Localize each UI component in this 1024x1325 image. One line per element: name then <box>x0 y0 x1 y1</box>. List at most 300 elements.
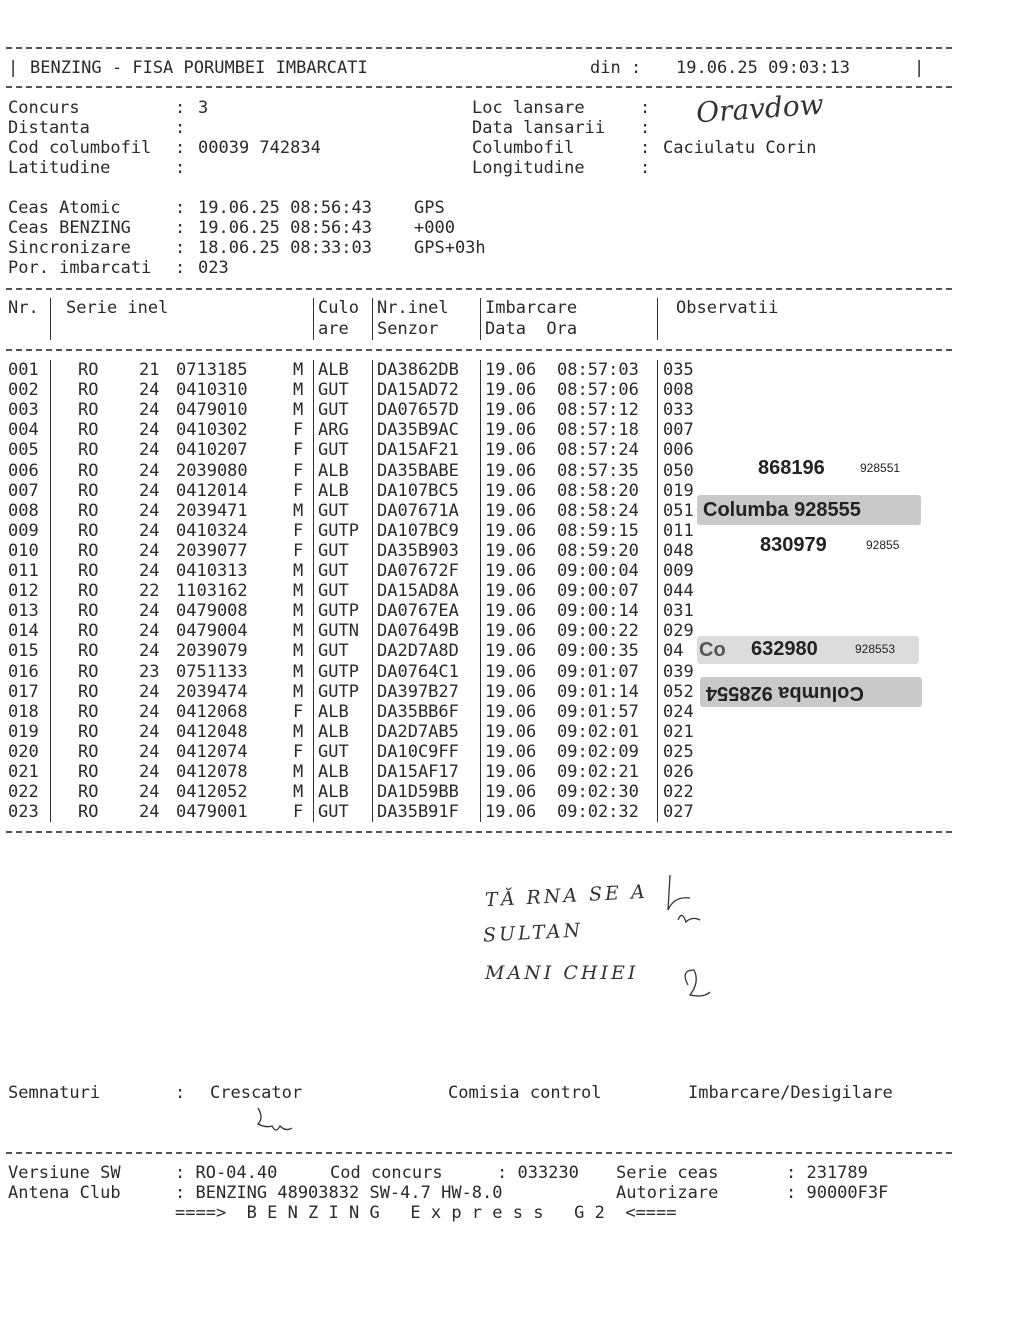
col-header-serie: Serie inel <box>66 298 169 318</box>
cell-tara: RO <box>78 802 99 823</box>
cell-an: 24 <box>139 380 160 401</box>
cell-nr: 003 <box>8 400 39 421</box>
cell-culoare: ALB <box>318 480 349 501</box>
cell-sex: F <box>293 540 304 561</box>
col-header-culoare-2: are <box>318 319 349 339</box>
cell-culoare: GUT <box>318 741 349 762</box>
handwritten-note-line-2: SULTAN <box>482 919 584 947</box>
cell-senzor: DA07672F <box>377 561 459 581</box>
cell-observatii: 008 <box>663 380 694 401</box>
cell-data: 19.06 <box>485 802 537 823</box>
info-separator: : <box>640 98 651 118</box>
cell-sex: M <box>293 762 304 782</box>
cell-sex: F <box>293 480 304 501</box>
versiune-value: : RO-04.40 <box>175 1163 278 1183</box>
cell-inel: 1103162 <box>176 581 248 602</box>
cell-nr: 011 <box>8 561 39 581</box>
cell-senzor: DA07649B <box>377 621 459 642</box>
header-col-sep <box>372 298 373 340</box>
footer-divider <box>6 1152 952 1154</box>
cell-nr: 008 <box>8 500 39 521</box>
table-bottom-divider <box>6 831 952 833</box>
info-separator: : <box>175 118 186 138</box>
cell-inel: 0751133 <box>176 661 248 682</box>
cell-culoare: ALB <box>318 701 349 722</box>
cell-culoare: GUTP <box>318 681 359 702</box>
cell-culoare: ALB <box>318 721 349 742</box>
cell-observatii: 021 <box>663 721 694 742</box>
info-value: Caciulatu Corin <box>663 138 817 158</box>
cell-ora: 08:57:03 <box>557 360 639 380</box>
signature-crescator: Crescator <box>210 1083 303 1103</box>
cell-nr: 020 <box>8 741 39 762</box>
sticker-3-number: 830979 <box>760 534 827 556</box>
cell-senzor: DA107BC5 <box>377 480 459 501</box>
col-header-culoare-1: Culo <box>318 298 359 318</box>
cell-tara: RO <box>78 601 99 622</box>
sticker-3-code: 92855 <box>866 538 900 552</box>
cell-sex: M <box>293 380 304 401</box>
cell-observatii: 029 <box>663 621 694 642</box>
cell-ora: 09:02:21 <box>557 762 639 782</box>
cell-inel: 2039474 <box>176 681 248 702</box>
cell-tara: RO <box>78 500 99 521</box>
cell-an: 24 <box>139 561 160 581</box>
cell-data: 19.06 <box>485 641 537 662</box>
sticker-2-text: Columba 928555 <box>703 499 861 521</box>
cell-culoare: GUT <box>318 641 349 662</box>
sticker-1-code: 928551 <box>860 461 901 475</box>
cell-observatii: 048 <box>663 540 694 561</box>
cell-inel: 0412074 <box>176 741 248 762</box>
cell-tara: RO <box>78 520 99 541</box>
col-header-inel-1: Nr.inel <box>377 298 449 318</box>
cell-inel: 0410310 <box>176 380 248 401</box>
cell-observatii: 035 <box>663 360 694 380</box>
cell-nr: 007 <box>8 480 39 501</box>
serie-ceas-value: : 231789 <box>786 1163 868 1183</box>
cell-data: 19.06 <box>485 561 537 581</box>
cell-observatii: 025 <box>663 741 694 762</box>
cell-tara: RO <box>78 380 99 401</box>
cell-culoare: GUT <box>318 500 349 521</box>
cell-culoare: ARG <box>318 420 349 441</box>
cell-senzor: DA07657D <box>377 400 459 421</box>
cell-an: 24 <box>139 460 160 481</box>
cell-observatii: 052 <box>663 681 694 702</box>
cell-ora: 09:01:57 <box>557 701 639 722</box>
clock-separator: : <box>175 238 186 258</box>
cell-senzor: DA3862DB <box>377 360 459 380</box>
cell-an: 24 <box>139 802 160 823</box>
cell-an: 24 <box>139 782 160 803</box>
cell-sex: M <box>293 782 304 803</box>
info-label: Concurs <box>8 98 80 118</box>
cell-observatii: 019 <box>663 480 694 501</box>
cell-tara: RO <box>78 762 99 782</box>
info-label: Latitudine <box>8 158 111 178</box>
cell-tara: RO <box>78 561 99 581</box>
sticker-1-number: 868196 <box>758 457 825 479</box>
cell-culoare: ALB <box>318 782 349 803</box>
header-col-sep <box>480 298 481 340</box>
cell-senzor: DA2D7A8D <box>377 641 459 662</box>
cell-ora: 09:00:14 <box>557 601 639 622</box>
cell-culoare: GUT <box>318 802 349 823</box>
cell-inel: 0412078 <box>176 762 248 782</box>
cell-an: 24 <box>139 540 160 561</box>
info-separator: : <box>640 118 651 138</box>
cell-observatii: 009 <box>663 561 694 581</box>
cell-an: 24 <box>139 641 160 662</box>
cell-culoare: ALB <box>318 762 349 782</box>
antena-label: Antena Club <box>8 1183 121 1203</box>
info-separator: : <box>175 138 186 158</box>
cell-culoare: GUT <box>318 400 349 421</box>
handwritten-location: Oravdow <box>695 87 825 130</box>
report-datetime: 19.06.25 09:03:13 <box>676 58 850 78</box>
cell-senzor: DA1D59BB <box>377 782 459 803</box>
antena-value: : BENZING 48903832 SW-4.7 HW-8.0 <box>175 1183 503 1203</box>
sticker-label-1 <box>700 455 920 483</box>
cell-ora: 08:58:24 <box>557 500 639 521</box>
cell-senzor: DA2D7AB5 <box>377 721 459 742</box>
cell-culoare: GUT <box>318 540 349 561</box>
cell-sex: M <box>293 621 304 642</box>
cell-sex: M <box>293 360 304 380</box>
cell-senzor: DA397B27 <box>377 681 459 702</box>
clock-label: Ceas Atomic <box>8 198 121 218</box>
cell-senzor: DA07671A <box>377 500 459 521</box>
cell-nr: 022 <box>8 782 39 803</box>
cell-sex: F <box>293 741 304 762</box>
cell-data: 19.06 <box>485 440 537 461</box>
cell-inel: 0410302 <box>176 420 248 441</box>
cell-an: 24 <box>139 520 160 541</box>
cell-ora: 09:02:09 <box>557 741 639 762</box>
sticker-4-code: 928553 <box>855 642 896 656</box>
clock-label: Por. imbarcati <box>8 258 152 278</box>
cell-ora: 08:59:15 <box>557 520 639 541</box>
cell-inel: 0412048 <box>176 721 248 742</box>
cell-ora: 09:00:22 <box>557 621 639 642</box>
clock-separator: : <box>175 198 186 218</box>
cell-data: 19.06 <box>485 681 537 702</box>
cell-observatii: 051 <box>663 500 694 521</box>
table-header-divider <box>6 349 952 351</box>
cell-senzor: DA35BB6F <box>377 701 459 722</box>
cell-sex: F <box>293 520 304 541</box>
cell-ora: 08:57:24 <box>557 440 639 461</box>
header-right-border: | <box>914 58 925 78</box>
body-col-sep <box>313 360 314 822</box>
cell-sex: M <box>293 661 304 682</box>
header-col-sep <box>313 298 314 340</box>
signature-comisia: Comisia control <box>448 1083 602 1103</box>
cell-data: 19.06 <box>485 581 537 602</box>
cell-tara: RO <box>78 721 99 742</box>
cell-ora: 08:57:12 <box>557 400 639 421</box>
cell-sex: M <box>293 721 304 742</box>
cell-nr: 012 <box>8 581 39 602</box>
handwritten-note-line-1: TĂ RNA SE A <box>484 880 649 912</box>
cell-an: 24 <box>139 601 160 622</box>
cell-nr: 014 <box>8 621 39 642</box>
cell-ora: 09:00:07 <box>557 581 639 602</box>
info-separator: : <box>640 158 651 178</box>
col-header-imbarcare-1: Imbarcare <box>485 298 578 318</box>
cell-culoare: GUTP <box>318 520 359 541</box>
cell-data: 19.06 <box>485 420 537 441</box>
clock-extra: GPS <box>414 198 445 218</box>
cell-an: 24 <box>139 480 160 501</box>
cell-observatii: 022 <box>663 782 694 803</box>
info-separator: : <box>175 98 186 118</box>
cell-sex: M <box>293 561 304 581</box>
cell-sex: M <box>293 400 304 421</box>
cell-observatii: 007 <box>663 420 694 441</box>
cell-sex: F <box>293 440 304 461</box>
cell-ora: 09:02:30 <box>557 782 639 803</box>
cell-ora: 09:02:32 <box>557 802 639 823</box>
cell-nr: 002 <box>8 380 39 401</box>
cell-observatii: 006 <box>663 440 694 461</box>
cell-senzor: DA15AD72 <box>377 380 459 401</box>
cell-senzor: DA107BC9 <box>377 520 459 541</box>
cell-tara: RO <box>78 460 99 481</box>
cell-data: 19.06 <box>485 400 537 421</box>
cell-data: 19.06 <box>485 460 537 481</box>
clock-separator: : <box>175 218 186 238</box>
cell-tara: RO <box>78 681 99 702</box>
cell-inel: 0410207 <box>176 440 248 461</box>
cell-culoare: GUT <box>318 440 349 461</box>
cell-observatii: 024 <box>663 701 694 722</box>
cell-culoare: GUTP <box>318 661 359 682</box>
clock-value: 19.06.25 08:56:43 <box>198 198 372 218</box>
cell-culoare: ALB <box>318 360 349 380</box>
cell-ora: 08:57:06 <box>557 380 639 401</box>
cell-ora: 08:59:20 <box>557 540 639 561</box>
cell-observatii: 033 <box>663 400 694 421</box>
cell-inel: 0412052 <box>176 782 248 803</box>
cell-sex: F <box>293 420 304 441</box>
cell-senzor: DA15AF17 <box>377 762 459 782</box>
cell-tara: RO <box>78 440 99 461</box>
cell-sex: M <box>293 681 304 702</box>
cell-tara: RO <box>78 581 99 602</box>
cell-ora: 09:02:01 <box>557 721 639 742</box>
cell-tara: RO <box>78 741 99 762</box>
cell-data: 19.06 <box>485 520 537 541</box>
serie-ceas-label: Serie ceas <box>616 1163 719 1183</box>
handwritten-signature <box>252 1104 302 1140</box>
cell-tara: RO <box>78 360 99 380</box>
cell-tara: RO <box>78 420 99 441</box>
cell-inel: 0479004 <box>176 621 248 642</box>
body-col-sep <box>50 360 51 822</box>
autorizare-label: Autorizare <box>616 1183 719 1203</box>
cell-senzor: DA35BABE <box>377 460 459 481</box>
body-col-sep <box>372 360 373 822</box>
info-separator: : <box>175 158 186 178</box>
cell-data: 19.06 <box>485 601 537 622</box>
cell-nr: 018 <box>8 701 39 722</box>
cell-sex: F <box>293 701 304 722</box>
cell-data: 19.06 <box>485 360 537 380</box>
header-col-sep <box>657 298 658 340</box>
cell-sex: M <box>293 581 304 602</box>
cell-inel: 0412068 <box>176 701 248 722</box>
handwritten-initials <box>660 870 720 1010</box>
cell-an: 22 <box>139 581 160 602</box>
cell-culoare: GUTN <box>318 621 359 642</box>
cell-an: 24 <box>139 681 160 702</box>
cell-nr: 005 <box>8 440 39 461</box>
cell-nr: 004 <box>8 420 39 441</box>
clock-value: 023 <box>198 258 229 278</box>
din-label: din : <box>590 58 642 78</box>
cell-data: 19.06 <box>485 661 537 682</box>
cell-tara: RO <box>78 400 99 421</box>
cell-tara: RO <box>78 621 99 642</box>
cell-sex: M <box>293 500 304 521</box>
info-label: Distanta <box>8 118 90 138</box>
cell-ora: 09:01:07 <box>557 661 639 682</box>
cell-ora: 09:00:04 <box>557 561 639 581</box>
info-label: Longitudine <box>472 158 585 178</box>
cell-an: 24 <box>139 400 160 421</box>
info-label: Columbofil <box>472 138 575 158</box>
cell-inel: 0479008 <box>176 601 248 622</box>
cell-data: 19.06 <box>485 721 537 742</box>
cell-an: 24 <box>139 741 160 762</box>
cell-ora: 09:00:35 <box>557 641 639 662</box>
sticker-label-4 <box>697 636 919 664</box>
cell-data: 19.06 <box>485 500 537 521</box>
cell-observatii: 026 <box>663 762 694 782</box>
cell-sex: M <box>293 641 304 662</box>
cell-data: 19.06 <box>485 380 537 401</box>
cell-culoare: GUT <box>318 561 349 581</box>
clock-extra: +000 <box>414 218 455 238</box>
info-label: Cod columbofil <box>8 138 152 158</box>
benzing-banner: ====> B E N Z I N G E x p r e s s G 2 <==== <box>175 1203 677 1223</box>
cell-senzor: DA15AF21 <box>377 440 459 461</box>
sticker-4-number: 632980 <box>751 638 818 660</box>
cell-data: 19.06 <box>485 741 537 762</box>
cell-an: 24 <box>139 420 160 441</box>
cell-observatii: 039 <box>663 661 694 682</box>
table-top-divider <box>6 288 952 290</box>
cell-inel: 0479001 <box>176 802 248 823</box>
cell-nr: 006 <box>8 460 39 481</box>
cell-data: 19.06 <box>485 540 537 561</box>
cell-nr: 015 <box>8 641 39 662</box>
cod-concurs-value: : 033230 <box>497 1163 579 1183</box>
cell-an: 24 <box>139 721 160 742</box>
cell-inel: 0479010 <box>176 400 248 421</box>
cell-culoare: GUTP <box>318 601 359 622</box>
cell-senzor: DA0767EA <box>377 601 459 622</box>
versiune-label: Versiune SW <box>8 1163 121 1183</box>
report-title: BENZING - FISA PORUMBEI IMBARCATI <box>30 58 368 78</box>
handwritten-note-line-3: MANI CHIEI <box>485 962 639 984</box>
cell-an: 24 <box>139 621 160 642</box>
cell-senzor: DA35B903 <box>377 540 459 561</box>
cell-an: 24 <box>139 701 160 722</box>
cell-tara: RO <box>78 641 99 662</box>
cell-data: 19.06 <box>485 762 537 782</box>
cell-an: 24 <box>139 500 160 521</box>
sticker-label-5 <box>700 677 922 707</box>
info-label: Data lansarii <box>472 118 606 138</box>
cell-senzor: DA35B91F <box>377 802 459 823</box>
top-divider <box>6 47 952 49</box>
cell-data: 19.06 <box>485 782 537 803</box>
cell-data: 19.06 <box>485 480 537 501</box>
cell-nr: 021 <box>8 762 39 782</box>
clock-value: 19.06.25 08:56:43 <box>198 218 372 238</box>
cell-data: 19.06 <box>485 701 537 722</box>
cell-inel: 2039080 <box>176 460 248 481</box>
cell-an: 24 <box>139 440 160 461</box>
clock-label: Sincronizare <box>8 238 131 258</box>
cell-nr: 016 <box>8 661 39 682</box>
info-value: 00039 742834 <box>198 138 321 158</box>
cell-tara: RO <box>78 661 99 682</box>
cell-ora: 08:57:35 <box>557 460 639 481</box>
cell-tara: RO <box>78 782 99 803</box>
cell-senzor: DA0764C1 <box>377 661 459 682</box>
cell-nr: 017 <box>8 681 39 702</box>
cell-inel: 2039471 <box>176 500 248 521</box>
clock-separator: : <box>175 258 186 278</box>
cod-concurs-label: Cod concurs <box>330 1163 443 1183</box>
cell-observatii: 044 <box>663 581 694 602</box>
cell-inel: 0410313 <box>176 561 248 581</box>
clock-value: 18.06.25 08:33:03 <box>198 238 372 258</box>
cell-nr: 013 <box>8 601 39 622</box>
cell-inel: 2039077 <box>176 540 248 561</box>
cell-inel: 0412014 <box>176 480 248 501</box>
cell-tara: RO <box>78 540 99 561</box>
cell-culoare: ALB <box>318 460 349 481</box>
signatures-separator: : <box>175 1083 186 1103</box>
col-header-nr: Nr. <box>8 298 39 318</box>
header-left-border: | <box>8 58 19 78</box>
signatures-label: Semnaturi <box>8 1083 101 1103</box>
cell-observatii: 031 <box>663 601 694 622</box>
sticker-4-prefix: Co <box>699 639 726 661</box>
cell-nr: 023 <box>8 802 39 823</box>
cell-sex: F <box>293 802 304 823</box>
cell-sex: F <box>293 460 304 481</box>
cell-observatii: 027 <box>663 802 694 823</box>
info-separator: : <box>640 138 651 158</box>
info-label: Loc lansare <box>472 98 585 118</box>
col-header-inel-2: Senzor <box>377 319 439 339</box>
cell-senzor: DA15AD8A <box>377 581 459 602</box>
cell-nr: 001 <box>8 360 39 380</box>
header-col-sep <box>50 298 51 340</box>
cell-observatii: 04 <box>663 641 684 662</box>
cell-inel: 0713185 <box>176 360 248 380</box>
cell-ora: 08:57:18 <box>557 420 639 441</box>
cell-culoare: GUT <box>318 380 349 401</box>
autorizare-value: : 90000F3F <box>786 1183 889 1203</box>
cell-tara: RO <box>78 701 99 722</box>
